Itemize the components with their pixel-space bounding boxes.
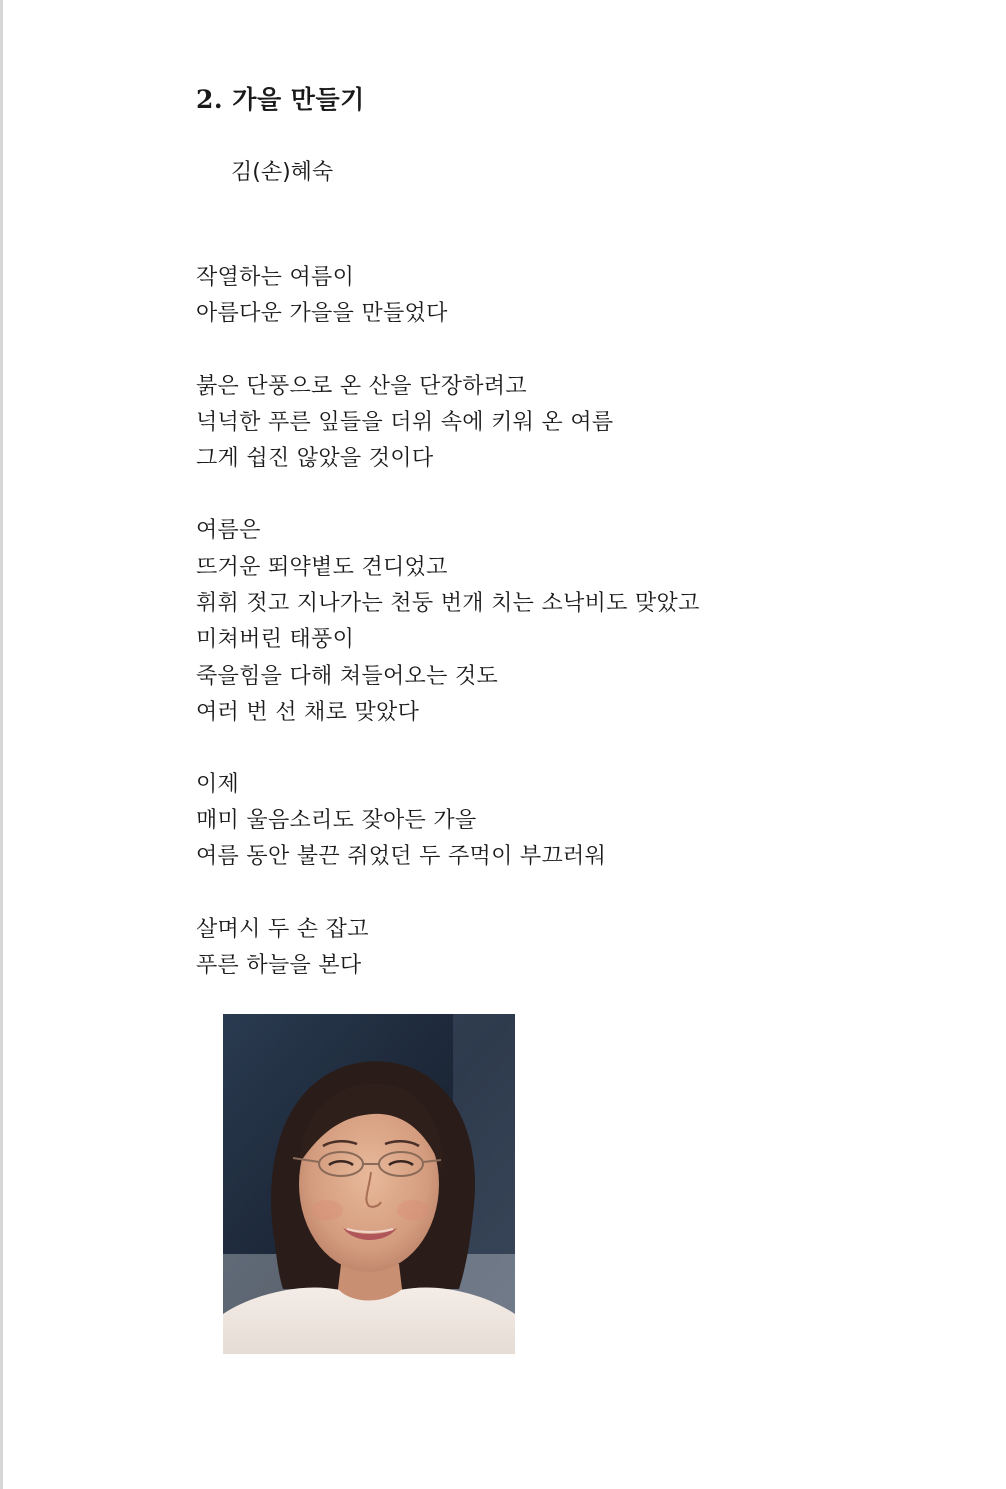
poem-line: 여러 번 선 채로 맞았다 xyxy=(196,700,420,725)
poem-line: 이제 xyxy=(196,772,240,797)
poem-title: 2. 가을 만들기 xyxy=(196,85,365,114)
author-portrait-photo xyxy=(223,1014,515,1354)
poem-line: 죽을힘을 다해 쳐들어오는 것도 xyxy=(196,664,499,689)
poem-line: 아름다운 가을을 만들었다 xyxy=(196,301,448,326)
poem-line: 붉은 단풍으로 온 산을 단장하려고 xyxy=(196,374,527,399)
poem-line: 매미 울음소리도 잦아든 가을 xyxy=(196,808,477,833)
page-edge xyxy=(0,0,3,1489)
poem-line: 여름 동안 불끈 쥐었던 두 주먹이 부끄러워 xyxy=(196,844,607,869)
poem-line: 작열하는 여름이 xyxy=(196,265,355,290)
poem-author: 김(손)혜숙 xyxy=(231,160,334,185)
poem-line: 푸른 하늘을 본다 xyxy=(196,953,362,978)
poem-line: 넉넉한 푸른 잎들을 더위 속에 키워 온 여름 xyxy=(196,410,614,435)
poem-line: 그게 쉽진 않았을 것이다 xyxy=(196,446,434,471)
poem-line: 뜨거운 뙤약볕도 견디었고 xyxy=(196,555,448,580)
poem-line: 미쳐버린 태풍이 xyxy=(196,627,355,652)
poem-line: 살며시 두 손 잡고 xyxy=(196,917,369,942)
poem-line: 휘휘 젓고 지나가는 천둥 번개 치는 소낙비도 맞았고 xyxy=(196,591,700,616)
poem-line: 여름은 xyxy=(196,518,261,543)
